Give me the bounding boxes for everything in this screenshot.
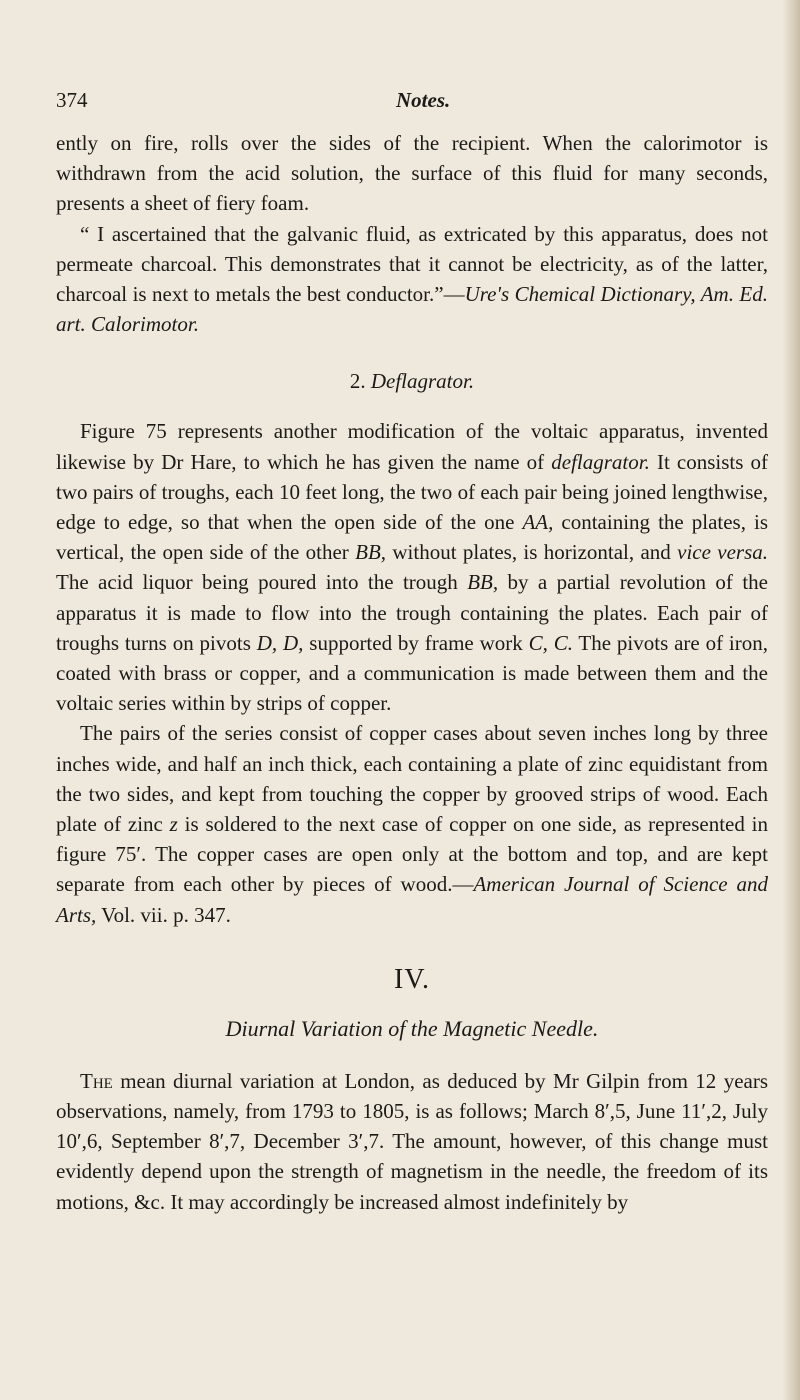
paragraph-calorimotor-end: ently on fire, rolls over the sides of the recipient. When the calorimotor is withdrawn from the acid solution, the surface of this fluid for many seconds, presents a sheet of fiery foam. xyxy=(56,131,768,216)
page-edge-shadow xyxy=(782,0,800,1400)
text-run: Vol. vii. p. 347. xyxy=(96,902,231,927)
subheading-number: 2. xyxy=(349,369,366,394)
label-cc: C, C. xyxy=(528,630,573,655)
lead-word: The xyxy=(80,1068,113,1093)
page-number: 374 xyxy=(56,88,88,112)
paragraph-calorimotor-quote xyxy=(56,219,768,340)
subheading-title: Deflagrator. xyxy=(370,369,475,394)
text-run: Figure 75 represents another modification of the voltaic apparatus, invented likewise by Dr Hare, to which he has given the name of xyxy=(56,419,768,474)
text-run: mean diurnal variation at London, as deduced by Mr Gilpin from 12 years observations, namely, from 1793 to 1805, is as follows; March 8′,5, June 11′,2, July 10′,6, September 8′,7, December 3′,7. The amount, however, of this change must evidently depend upon the strength of magnetism in the needle, the freedom of its motions, &c. It may accordingly be increased almost indefinitely by xyxy=(56,1068,768,1214)
label-bb: BB, xyxy=(467,570,499,595)
text-run: supported by frame work xyxy=(303,630,529,655)
running-head xyxy=(56,88,768,128)
section-title: Diurnal Variation of the Magnetic Needle. xyxy=(225,1015,599,1041)
subheading-deflagrator xyxy=(56,369,768,394)
label-dd: D, D, xyxy=(256,630,304,655)
label-z: z xyxy=(169,812,178,837)
text-run: by a partial revolution of the apparatus it is made to flow into the trough containing the plates. Each pair of troughs turns on pivots xyxy=(56,570,768,655)
text-run: The pivots are of iron, coated with brass or copper, and a communication is made between them and the voltaic series within by strips of copper. xyxy=(56,630,768,716)
paragraph-deflagrator-series xyxy=(56,718,768,929)
text-run: The pairs of the series consist of copper cases about seven inches long by three inches wide, and half an inch thick, each containing a plate of zinc equidistant from the two sides, and kept from touching the copper by grooved strips of wood. Each plate of zinc xyxy=(56,721,768,837)
label-bb: BB, xyxy=(355,540,387,565)
text-run: The acid liquor being poured into the trough xyxy=(56,570,468,595)
text-run: It consists of two pairs of troughs, each 10 feet long, the two of each pair being joined lengthwise, edge to edge, so that when the open side of the one xyxy=(56,449,768,535)
quote-text: “ I ascertained that the galvanic fluid, as extricated by this apparatus, does not permeate charcoal. This demonstrates that it cannot be electricity, as of the latter, charcoal is next to metals the best conductor.”— xyxy=(56,221,768,307)
citation-ure: Ure's Chemical Dictionary, Am. Ed. art. Calorimotor. xyxy=(56,282,768,337)
paragraph-deflagrator-description xyxy=(56,416,768,718)
paragraph-diurnal-variation xyxy=(56,1066,768,1217)
running-title: Notes. xyxy=(396,88,451,112)
section-number: IV. xyxy=(394,963,430,995)
phrase-vice-versa: vice versa. xyxy=(677,540,768,565)
text-run: without plates, is horizontal, and xyxy=(386,540,678,565)
citation-american-journal: American Journal of Science and Arts, xyxy=(56,872,769,927)
book-page xyxy=(56,88,768,1217)
text-run: is soldered to the next case of copper on one side, as represented in figure 75′. The copper cases are open only at the bottom and top, and are kept separate from each other by pieces of wood.— xyxy=(56,812,769,897)
term-deflagrator: deflagrator. xyxy=(551,449,650,474)
label-aa: AA, xyxy=(522,510,554,535)
text-run: containing the plates, is vertical, the open side of the other xyxy=(56,510,768,565)
